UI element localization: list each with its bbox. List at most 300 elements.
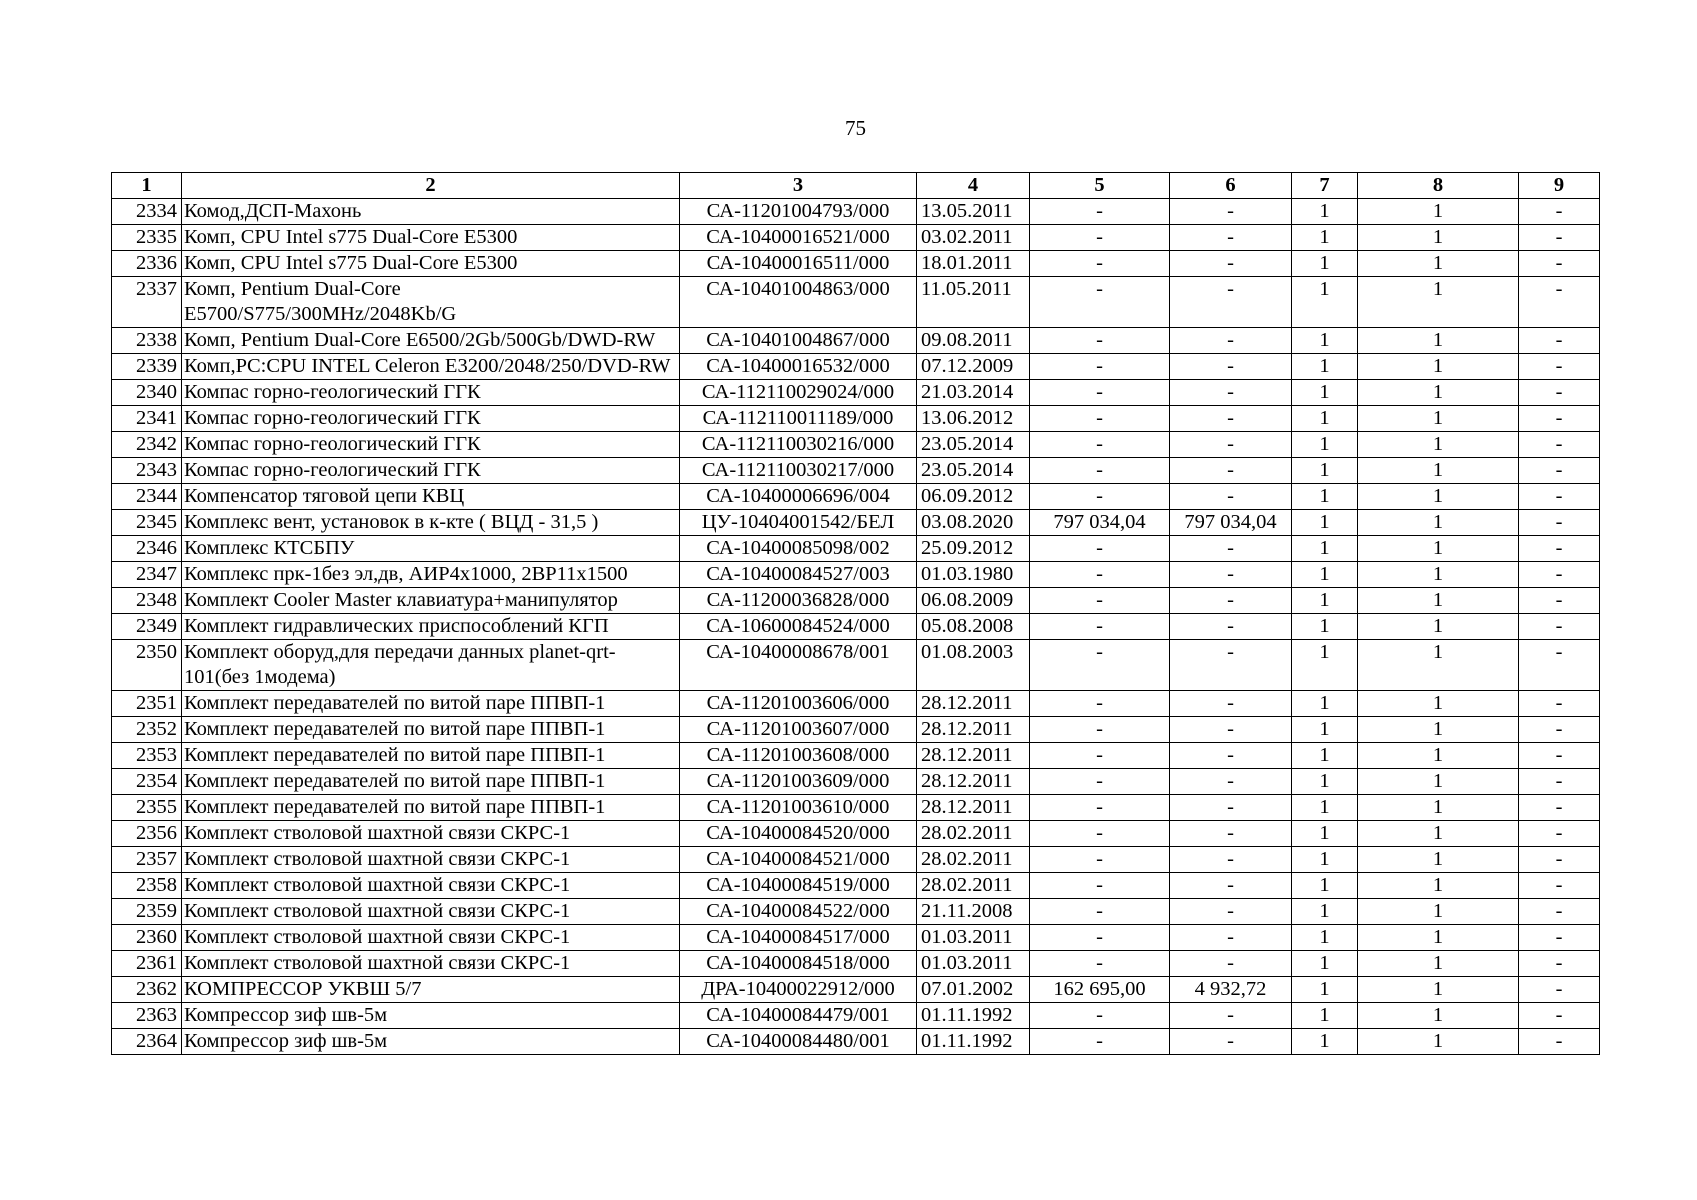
row-number: 2353 [112, 743, 182, 769]
inventory-code: СА-10600084524/000 [680, 614, 917, 640]
inventory-code: СА-10400084520/000 [680, 821, 917, 847]
value-col-7: 1 [1292, 510, 1358, 536]
inventory-code: СА-10400016532/000 [680, 354, 917, 380]
value-col-9: - [1519, 691, 1600, 717]
value-col-9: - [1519, 458, 1600, 484]
date: 21.03.2014 [917, 380, 1030, 406]
item-name: Комплект передавателей по витой паре ППВП-1 [182, 743, 680, 769]
date: 13.05.2011 [917, 199, 1030, 225]
value-col-7: 1 [1292, 484, 1358, 510]
date: 03.02.2011 [917, 225, 1030, 251]
column-header: 9 [1519, 173, 1600, 199]
row-number: 2345 [112, 510, 182, 536]
column-header: 3 [680, 173, 917, 199]
date: 28.02.2011 [917, 847, 1030, 873]
item-name: Компас горно-геологический ГГК [182, 406, 680, 432]
value-col-9: - [1519, 225, 1600, 251]
inventory-code: СА-10400084518/000 [680, 951, 917, 977]
value-col-5: - [1030, 277, 1170, 328]
value-col-5: - [1030, 328, 1170, 354]
value-col-7: 1 [1292, 769, 1358, 795]
inventory-code: СА-10400084519/000 [680, 873, 917, 899]
value-col-9: - [1519, 484, 1600, 510]
date: 13.06.2012 [917, 406, 1030, 432]
date: 23.05.2014 [917, 458, 1030, 484]
value-col-9: - [1519, 1003, 1600, 1029]
value-col-6: - [1170, 691, 1292, 717]
value-col-7: 1 [1292, 925, 1358, 951]
item-name: Компас горно-геологический ГГК [182, 458, 680, 484]
table-row [112, 484, 1600, 510]
value-col-5: - [1030, 1003, 1170, 1029]
value-col-6: - [1170, 380, 1292, 406]
value-col-9: - [1519, 199, 1600, 225]
value-col-5: - [1030, 251, 1170, 277]
value-col-7: 1 [1292, 640, 1358, 691]
value-col-9: - [1519, 873, 1600, 899]
value-col-6: - [1170, 925, 1292, 951]
column-header: 2 [182, 173, 680, 199]
inventory-code: СА-112110030216/000 [680, 432, 917, 458]
value-col-7: 1 [1292, 847, 1358, 873]
value-col-8: 1 [1358, 717, 1519, 743]
value-col-5: - [1030, 562, 1170, 588]
value-col-9: - [1519, 251, 1600, 277]
value-col-7: 1 [1292, 199, 1358, 225]
inventory-code: СА-112110011189/000 [680, 406, 917, 432]
date: 28.02.2011 [917, 821, 1030, 847]
row-number: 2360 [112, 925, 182, 951]
table-row [112, 821, 1600, 847]
value-col-9: - [1519, 328, 1600, 354]
value-col-5: - [1030, 354, 1170, 380]
date: 28.12.2011 [917, 769, 1030, 795]
value-col-7: 1 [1292, 614, 1358, 640]
item-name: Компрессор зиф шв-5м [182, 1029, 680, 1055]
value-col-9: - [1519, 795, 1600, 821]
value-col-7: 1 [1292, 562, 1358, 588]
date: 28.02.2011 [917, 873, 1030, 899]
date: 28.12.2011 [917, 795, 1030, 821]
inventory-code: СА-10401004863/000 [680, 277, 917, 328]
inventory-code: СА-112110030217/000 [680, 458, 917, 484]
column-header: 4 [917, 173, 1030, 199]
value-col-7: 1 [1292, 1029, 1358, 1055]
inventory-code: СА-10400084517/000 [680, 925, 917, 951]
date: 09.08.2011 [917, 328, 1030, 354]
row-number: 2357 [112, 847, 182, 873]
row-number: 2337 [112, 277, 182, 328]
item-name: Комплект стволовой шахтной связи СКРС-1 [182, 821, 680, 847]
inventory-code: СА-11201003608/000 [680, 743, 917, 769]
date: 07.12.2009 [917, 354, 1030, 380]
value-col-9: - [1519, 1029, 1600, 1055]
value-col-6: - [1170, 328, 1292, 354]
value-col-5: - [1030, 199, 1170, 225]
date: 18.01.2011 [917, 251, 1030, 277]
value-col-5: - [1030, 614, 1170, 640]
value-col-9: - [1519, 769, 1600, 795]
date: 01.08.2003 [917, 640, 1030, 691]
value-col-7: 1 [1292, 328, 1358, 354]
item-name: Комплект стволовой шахтной связи СКРС-1 [182, 873, 680, 899]
value-col-8: 1 [1358, 925, 1519, 951]
value-col-6: - [1170, 562, 1292, 588]
page-number: 75 [845, 116, 866, 140]
inventory-code: СА-10401004867/000 [680, 328, 917, 354]
item-name: Комплекс вент, установок в к-кте ( ВЦД - 31,5 ) [182, 510, 680, 536]
row-number: 2355 [112, 795, 182, 821]
value-col-5: - [1030, 380, 1170, 406]
value-col-7: 1 [1292, 795, 1358, 821]
date: 01.11.1992 [917, 1003, 1030, 1029]
row-number: 2363 [112, 1003, 182, 1029]
value-col-6: - [1170, 795, 1292, 821]
item-name: Комп, CPU Intel s775 Dual-Core E5300 [182, 251, 680, 277]
value-col-5: 797 034,04 [1030, 510, 1170, 536]
value-col-7: 1 [1292, 225, 1358, 251]
row-number: 2354 [112, 769, 182, 795]
table-row [112, 769, 1600, 795]
table-row [112, 977, 1600, 1003]
value-col-7: 1 [1292, 458, 1358, 484]
date: 06.08.2009 [917, 588, 1030, 614]
value-col-6: - [1170, 743, 1292, 769]
item-name: Комплекс прк-1без эл,дв, АИР4х1000, 2ВР11х1500 [182, 562, 680, 588]
column-header: 7 [1292, 173, 1358, 199]
value-col-8: 1 [1358, 769, 1519, 795]
table-row [112, 873, 1600, 899]
value-col-7: 1 [1292, 743, 1358, 769]
row-number: 2339 [112, 354, 182, 380]
value-col-9: - [1519, 380, 1600, 406]
inventory-code: СА-10400084522/000 [680, 899, 917, 925]
item-name: КОМПРЕССОР УКВШ 5/7 [182, 977, 680, 1003]
value-col-7: 1 [1292, 432, 1358, 458]
row-number: 2356 [112, 821, 182, 847]
value-col-6: - [1170, 717, 1292, 743]
inventory-code: ДРА-10400022912/000 [680, 977, 917, 1003]
value-col-8: 1 [1358, 277, 1519, 328]
table-row [112, 951, 1600, 977]
value-col-5: 162 695,00 [1030, 977, 1170, 1003]
header-row [112, 173, 1600, 199]
item-name: Комплект передавателей по витой паре ППВП-1 [182, 795, 680, 821]
row-number: 2351 [112, 691, 182, 717]
table-row [112, 432, 1600, 458]
value-col-8: 1 [1358, 640, 1519, 691]
value-col-5: - [1030, 795, 1170, 821]
value-col-6: - [1170, 432, 1292, 458]
value-col-7: 1 [1292, 977, 1358, 1003]
item-name: Комплект Cooler Master клавиатура+манипулятор [182, 588, 680, 614]
value-col-5: - [1030, 769, 1170, 795]
value-col-9: - [1519, 354, 1600, 380]
inventory-code: СА-10400085098/002 [680, 536, 917, 562]
value-col-8: 1 [1358, 951, 1519, 977]
item-name: Комплекс КТСБПУ [182, 536, 680, 562]
value-col-8: 1 [1358, 588, 1519, 614]
value-col-8: 1 [1358, 1003, 1519, 1029]
value-col-6: - [1170, 458, 1292, 484]
date: 28.12.2011 [917, 691, 1030, 717]
row-number: 2341 [112, 406, 182, 432]
value-col-6: - [1170, 640, 1292, 691]
inventory-code: СА-11201003610/000 [680, 795, 917, 821]
date: 25.09.2012 [917, 536, 1030, 562]
item-name: Компрессор зиф шв-5м [182, 1003, 680, 1029]
value-col-8: 1 [1358, 251, 1519, 277]
value-col-7: 1 [1292, 873, 1358, 899]
value-col-8: 1 [1358, 562, 1519, 588]
item-name: Комплект передавателей по витой паре ППВП-1 [182, 691, 680, 717]
value-col-6: 797 034,04 [1170, 510, 1292, 536]
table-row [112, 251, 1600, 277]
item-name: Комп,PC:CPU INTEL Celeron E3200/2048/250/DVD-RW [182, 354, 680, 380]
date: 23.05.2014 [917, 432, 1030, 458]
inventory-table [111, 172, 1600, 1055]
value-col-6: - [1170, 899, 1292, 925]
item-name: Комп, Pentium Dual-Core E5700/S775/300MHz/2048Kb/G [182, 277, 680, 328]
item-name: Комплект стволовой шахтной связи СКРС-1 [182, 951, 680, 977]
value-col-8: 1 [1358, 1029, 1519, 1055]
value-col-7: 1 [1292, 251, 1358, 277]
value-col-8: 1 [1358, 510, 1519, 536]
table-body [112, 199, 1600, 1055]
value-col-7: 1 [1292, 380, 1358, 406]
value-col-5: - [1030, 821, 1170, 847]
value-col-8: 1 [1358, 743, 1519, 769]
value-col-9: - [1519, 614, 1600, 640]
table-row [112, 225, 1600, 251]
value-col-5: - [1030, 717, 1170, 743]
value-col-9: - [1519, 588, 1600, 614]
value-col-9: - [1519, 977, 1600, 1003]
value-col-9: - [1519, 432, 1600, 458]
value-col-6: - [1170, 873, 1292, 899]
value-col-5: - [1030, 225, 1170, 251]
value-col-8: 1 [1358, 614, 1519, 640]
table-row [112, 562, 1600, 588]
inventory-code: СА-11201003606/000 [680, 691, 917, 717]
value-col-6: - [1170, 951, 1292, 977]
value-col-6: - [1170, 199, 1292, 225]
row-number: 2334 [112, 199, 182, 225]
value-col-8: 1 [1358, 821, 1519, 847]
value-col-7: 1 [1292, 588, 1358, 614]
value-col-6: - [1170, 588, 1292, 614]
row-number: 2340 [112, 380, 182, 406]
row-number: 2352 [112, 717, 182, 743]
value-col-8: 1 [1358, 536, 1519, 562]
value-col-9: - [1519, 562, 1600, 588]
value-col-6: - [1170, 536, 1292, 562]
value-col-9: - [1519, 406, 1600, 432]
inventory-code: ЦУ-10404001542/БЕЛ [680, 510, 917, 536]
date: 28.12.2011 [917, 743, 1030, 769]
table-row [112, 510, 1600, 536]
inventory-code: СА-10400084527/003 [680, 562, 917, 588]
row-number: 2347 [112, 562, 182, 588]
value-col-9: - [1519, 951, 1600, 977]
item-name: Комплект оборуд,для передачи данных planet-qrt-101(без 1модема) [182, 640, 680, 691]
date: 01.11.1992 [917, 1029, 1030, 1055]
table-row [112, 614, 1600, 640]
table-row [112, 691, 1600, 717]
value-col-5: - [1030, 588, 1170, 614]
column-header: 8 [1358, 173, 1519, 199]
table-row [112, 847, 1600, 873]
date: 03.08.2020 [917, 510, 1030, 536]
value-col-5: - [1030, 432, 1170, 458]
item-name: Компас горно-геологический ГГК [182, 432, 680, 458]
table-row [112, 1003, 1600, 1029]
date: 06.09.2012 [917, 484, 1030, 510]
row-number: 2343 [112, 458, 182, 484]
date: 11.05.2011 [917, 277, 1030, 328]
value-col-9: - [1519, 277, 1600, 328]
value-col-7: 1 [1292, 899, 1358, 925]
value-col-7: 1 [1292, 951, 1358, 977]
row-number: 2358 [112, 873, 182, 899]
table-row [112, 925, 1600, 951]
item-name: Комп, Pentium Dual-Core E6500/2Gb/500Gb/DWD-RW [182, 328, 680, 354]
value-col-9: - [1519, 899, 1600, 925]
item-name: Комп, CPU Intel s775 Dual-Core E5300 [182, 225, 680, 251]
table-row [112, 1029, 1600, 1055]
value-col-6: - [1170, 1003, 1292, 1029]
column-header: 6 [1170, 173, 1292, 199]
value-col-8: 1 [1358, 199, 1519, 225]
row-number: 2362 [112, 977, 182, 1003]
value-col-6: - [1170, 1029, 1292, 1055]
date: 01.03.2011 [917, 925, 1030, 951]
item-name: Комплект стволовой шахтной связи СКРС-1 [182, 899, 680, 925]
value-col-7: 1 [1292, 1003, 1358, 1029]
value-col-6: - [1170, 225, 1292, 251]
value-col-5: - [1030, 951, 1170, 977]
table-row [112, 588, 1600, 614]
date: 21.11.2008 [917, 899, 1030, 925]
value-col-8: 1 [1358, 899, 1519, 925]
inventory-code: СА-10400008678/001 [680, 640, 917, 691]
table-row [112, 406, 1600, 432]
value-col-9: - [1519, 717, 1600, 743]
value-col-5: - [1030, 484, 1170, 510]
value-col-6: - [1170, 484, 1292, 510]
value-col-5: - [1030, 406, 1170, 432]
date: 28.12.2011 [917, 717, 1030, 743]
inventory-code: СА-10400016521/000 [680, 225, 917, 251]
value-col-8: 1 [1358, 458, 1519, 484]
inventory-code: СА-10400016511/000 [680, 251, 917, 277]
row-number: 2336 [112, 251, 182, 277]
row-number: 2342 [112, 432, 182, 458]
value-col-6: - [1170, 614, 1292, 640]
value-col-6: - [1170, 251, 1292, 277]
value-col-9: - [1519, 821, 1600, 847]
value-col-5: - [1030, 847, 1170, 873]
table-row [112, 536, 1600, 562]
row-number: 2346 [112, 536, 182, 562]
value-col-8: 1 [1358, 977, 1519, 1003]
inventory-code: СА-11200036828/000 [680, 588, 917, 614]
inventory-code: СА-112110029024/000 [680, 380, 917, 406]
item-name: Комплект гидравлических приспособлений КГП [182, 614, 680, 640]
value-col-6: 4 932,72 [1170, 977, 1292, 1003]
value-col-5: - [1030, 873, 1170, 899]
value-col-7: 1 [1292, 821, 1358, 847]
value-col-9: - [1519, 640, 1600, 691]
column-header: 1 [112, 173, 182, 199]
item-name: Комплект стволовой шахтной связи СКРС-1 [182, 925, 680, 951]
date: 07.01.2002 [917, 977, 1030, 1003]
row-number: 2359 [112, 899, 182, 925]
inventory-code: СА-10400084479/001 [680, 1003, 917, 1029]
table-row [112, 199, 1600, 225]
table-row [112, 899, 1600, 925]
value-col-7: 1 [1292, 536, 1358, 562]
item-name: Комплект передавателей по витой паре ППВП-1 [182, 769, 680, 795]
value-col-6: - [1170, 406, 1292, 432]
value-col-7: 1 [1292, 691, 1358, 717]
value-col-8: 1 [1358, 328, 1519, 354]
value-col-7: 1 [1292, 717, 1358, 743]
value-col-8: 1 [1358, 432, 1519, 458]
row-number: 2361 [112, 951, 182, 977]
value-col-6: - [1170, 769, 1292, 795]
value-col-5: - [1030, 640, 1170, 691]
item-name: Компас горно-геологический ГГК [182, 380, 680, 406]
value-col-9: - [1519, 743, 1600, 769]
value-col-5: - [1030, 925, 1170, 951]
value-col-9: - [1519, 510, 1600, 536]
value-col-6: - [1170, 821, 1292, 847]
value-col-8: 1 [1358, 354, 1519, 380]
inventory-code: СА-11201004793/000 [680, 199, 917, 225]
value-col-6: - [1170, 847, 1292, 873]
value-col-5: - [1030, 691, 1170, 717]
value-col-8: 1 [1358, 484, 1519, 510]
table-row [112, 717, 1600, 743]
value-col-9: - [1519, 925, 1600, 951]
inventory-code: СА-11201003607/000 [680, 717, 917, 743]
row-number: 2349 [112, 614, 182, 640]
value-col-7: 1 [1292, 354, 1358, 380]
value-col-5: - [1030, 899, 1170, 925]
value-col-8: 1 [1358, 406, 1519, 432]
date: 01.03.1980 [917, 562, 1030, 588]
row-number: 2348 [112, 588, 182, 614]
item-name: Комод,ДСП-Махонь [182, 199, 680, 225]
inventory-code: СА-10400084521/000 [680, 847, 917, 873]
date: 05.08.2008 [917, 614, 1030, 640]
row-number: 2344 [112, 484, 182, 510]
table-row [112, 795, 1600, 821]
value-col-8: 1 [1358, 847, 1519, 873]
value-col-8: 1 [1358, 691, 1519, 717]
value-col-9: - [1519, 536, 1600, 562]
value-col-6: - [1170, 277, 1292, 328]
item-name: Компенсатор тяговой цепи КВЦ [182, 484, 680, 510]
table-row [112, 354, 1600, 380]
inventory-code: СА-11201003609/000 [680, 769, 917, 795]
item-name: Комплект стволовой шахтной связи СКРС-1 [182, 847, 680, 873]
value-col-8: 1 [1358, 225, 1519, 251]
value-col-7: 1 [1292, 277, 1358, 328]
value-col-5: - [1030, 458, 1170, 484]
column-header: 5 [1030, 173, 1170, 199]
